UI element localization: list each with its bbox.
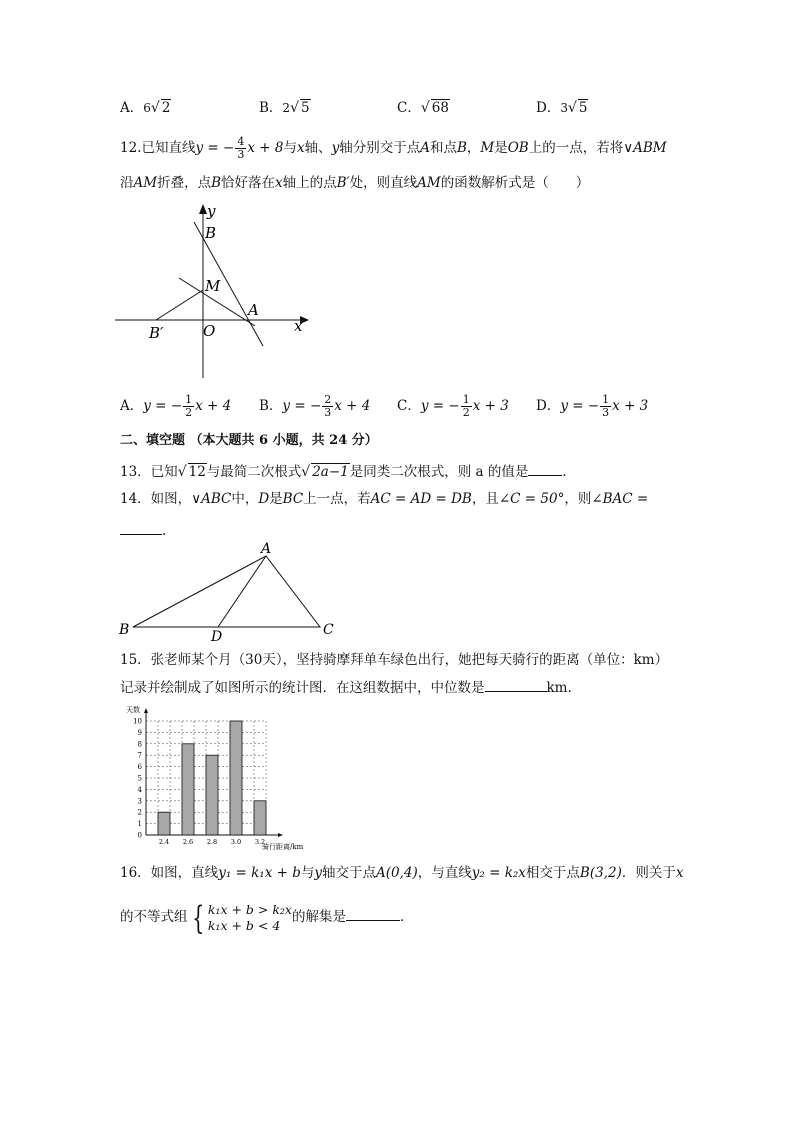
q14-line2	[120, 520, 176, 541]
label-Bprime: B′	[149, 324, 164, 342]
q16-text: ．	[399, 909, 414, 925]
fraction-denominator: 3	[324, 406, 332, 419]
label-O: O	[203, 322, 216, 340]
y-arrow-icon	[199, 204, 207, 214]
q16-text: 相交于点	[525, 865, 580, 881]
q11-option-d[interactable]	[536, 98, 588, 118]
y-tick-label: 10	[133, 717, 142, 726]
label-B: B	[205, 224, 217, 242]
label-x: x	[294, 317, 303, 335]
point-B-prime: B′	[336, 175, 350, 191]
y-tick-label: 0	[137, 831, 142, 840]
x-tick-label: 3.2	[254, 838, 266, 846]
q16-text: 16．如图，直线	[120, 865, 219, 881]
point-A: A	[420, 140, 430, 156]
q13-text: 与最简二次根式	[206, 464, 302, 480]
triangle-ABC: ∨ABC	[191, 491, 232, 507]
brace-icon: {	[191, 898, 204, 937]
x-tick-label: 2.4	[158, 838, 170, 846]
section-heading: 二、填空题 （本大题共 6 小题，共 24 分）	[120, 433, 378, 448]
q12-text: ，	[466, 140, 481, 156]
q15-text: 记录并绘制成了如图所示的统计图．在这组数据中，中位数是	[120, 680, 485, 696]
segment-BC: BC	[282, 491, 304, 507]
option-lhs: y = −	[282, 398, 322, 414]
q12-number: 12.	[120, 140, 142, 156]
q14-answer-blank[interactable]	[120, 520, 162, 535]
option-fraction	[322, 394, 333, 419]
y-tick-label: 4	[137, 785, 142, 794]
q15-text: km.	[546, 680, 572, 696]
q12-text: 是	[494, 140, 508, 156]
var-y: y	[331, 140, 340, 156]
q16-text: 的不等式组	[120, 909, 188, 925]
q11-option-a[interactable]	[120, 98, 171, 118]
q14-equation: AC = AD = DB	[370, 491, 472, 507]
radicand: 68	[431, 100, 449, 116]
fraction-numerator: 1	[185, 393, 193, 406]
fraction-denominator: 3	[237, 148, 245, 161]
angle-BAC: ∠BAC =	[591, 491, 649, 507]
y-tick-label: 8	[137, 740, 142, 749]
angle-C: ∠C = 50°	[498, 491, 565, 507]
q12-text: 轴、	[304, 140, 332, 156]
y-tick-label: 5	[137, 774, 142, 783]
q14-text: 中，	[231, 491, 259, 507]
q12-line1	[120, 136, 667, 161]
q14-line1	[120, 489, 648, 509]
option-fraction	[183, 394, 194, 419]
q15-line2	[120, 677, 572, 698]
q16-line-y2: y₂ = k₂x	[471, 865, 526, 881]
segment-AM: AM	[133, 175, 158, 191]
q12-figure	[115, 198, 315, 380]
option-label: B．	[259, 398, 283, 414]
option-coef: 3	[560, 101, 568, 115]
point-D: D	[258, 491, 270, 507]
option-rhs: x + 4	[195, 398, 232, 414]
radical-icon: √	[420, 100, 430, 116]
q12-text: 与	[283, 140, 297, 156]
q12-text: 折叠，点	[157, 175, 212, 191]
fraction-numerator: 1	[462, 393, 470, 406]
q12-text: 沿	[120, 175, 134, 191]
q12-text: 轴上的点	[282, 175, 337, 191]
q16-text: ，与直线	[417, 865, 472, 881]
var-x: x	[675, 865, 684, 881]
label-A: A	[248, 301, 259, 319]
fraction-numerator: 1	[602, 393, 610, 406]
fraction-denominator: 2	[185, 406, 193, 419]
option-rhs: x + 3	[472, 398, 509, 414]
x-tick-label: 3.0	[230, 838, 242, 846]
point-B: B	[211, 175, 221, 191]
q12-option-a[interactable]	[120, 394, 231, 419]
x-tick-label: 2.8	[206, 838, 218, 846]
q16-line2	[120, 896, 413, 937]
label-C: C	[323, 622, 334, 638]
q12-text: 和点	[429, 140, 457, 156]
q14-text: 是	[269, 491, 283, 507]
fraction-denominator: 2	[462, 406, 470, 419]
q13-line	[120, 461, 576, 482]
triangle-ABM: ∨ABM	[623, 140, 667, 156]
q16-line-y1: y₁ = k₁x + b	[218, 865, 301, 881]
inequality-1: k₁x + b > k₂x	[207, 901, 292, 917]
label-y: y	[207, 202, 216, 220]
q14-text: ．	[162, 523, 176, 539]
q13-text: 13．已知	[120, 464, 178, 480]
option-coef: 6	[143, 101, 151, 115]
q11-option-c[interactable]	[397, 98, 450, 118]
option-coef: 2	[282, 101, 291, 115]
q12-text: 的函数解析式是（ ）	[440, 175, 590, 191]
radical-icon: √	[177, 464, 187, 480]
q16-answer-blank[interactable]	[346, 896, 400, 921]
q12-text: 已知直线	[141, 140, 196, 156]
q12-func-rhs: x + 8	[247, 140, 284, 156]
q12-option-c[interactable]	[397, 394, 509, 419]
radicand: 2	[161, 100, 171, 116]
option-label: C．	[397, 398, 421, 414]
option-label: D．	[536, 100, 561, 116]
y-tick-label: 1	[137, 820, 142, 829]
point-B: B(3,2)	[579, 865, 622, 881]
y-tick-label: 7	[137, 751, 142, 760]
q14-text: ，则	[564, 491, 592, 507]
q12-text: 轴分别交于点	[339, 140, 421, 156]
q12-fraction	[235, 136, 246, 161]
var-y: y	[314, 865, 323, 881]
q12-option-d[interactable]	[536, 394, 648, 419]
option-lhs: y = −	[420, 398, 460, 414]
bar-2.6	[182, 744, 194, 835]
bar-2.8	[206, 755, 218, 835]
inequality-2: k₁x + b < 4	[207, 917, 281, 933]
q11-option-b[interactable]	[259, 98, 311, 118]
q12-line2	[120, 173, 589, 193]
q16-text: 的解集是	[291, 909, 346, 925]
x-arrow-icon	[278, 833, 283, 837]
q12-text: 处，则直线	[349, 175, 418, 191]
q13-answer-blank[interactable]	[528, 461, 562, 476]
option-label: C．	[397, 100, 421, 116]
segment-AM: AM	[417, 175, 441, 191]
y-tick-label: 2	[137, 808, 142, 817]
segment-OB: OB	[507, 140, 529, 156]
bar-2.4	[158, 812, 170, 835]
x-axis-label: 骑行距离/km	[262, 843, 304, 851]
option-label: A．	[120, 100, 144, 116]
label-A: A	[261, 541, 272, 557]
fraction-numerator: 4	[237, 135, 245, 148]
option-fraction	[461, 394, 472, 419]
q12-func-lhs: y = −	[195, 140, 235, 156]
radical-icon: √	[567, 100, 577, 116]
y-axis-label: 天数	[126, 706, 140, 714]
triangle-ABC-shape	[133, 556, 320, 627]
option-label: A．	[120, 398, 144, 414]
q14-text: 14．如图，	[120, 491, 192, 507]
q14-text: 上一点，若	[303, 491, 371, 507]
option-label: B．	[259, 100, 283, 116]
y-arrow-icon	[144, 708, 148, 713]
label-M: M	[205, 277, 221, 295]
q15-answer-blank[interactable]	[485, 677, 547, 692]
y-tick-label: 3	[137, 797, 142, 806]
q15-line1: 15．张老师某个月（30天），坚持骑摩拜单车绿色出行，她把每天骑行的距离（单位：km）	[120, 652, 669, 668]
bar-3.2	[254, 801, 266, 835]
inequality-system	[208, 902, 292, 934]
q12-text: 上的一点，若将	[528, 140, 624, 156]
y-tick-label: 6	[137, 763, 142, 772]
point-M: M	[480, 140, 495, 156]
fraction-numerator: 2	[324, 393, 332, 406]
radical-icon: √	[301, 464, 311, 480]
q16-line1	[120, 863, 683, 883]
option-lhs: y = −	[143, 398, 183, 414]
option-lhs: y = −	[560, 398, 600, 414]
var-x: x	[275, 175, 283, 191]
q16-text: 与	[300, 865, 315, 881]
radicand: 2a−1	[312, 464, 349, 480]
segment-BpM	[156, 290, 203, 320]
q14-text: ，且	[471, 491, 499, 507]
option-fraction	[600, 394, 611, 419]
fraction-denominator: 3	[602, 406, 610, 419]
radical-icon: √	[290, 100, 299, 116]
y-tick-label: 9	[137, 728, 142, 737]
var-x: x	[296, 140, 305, 156]
point-B: B	[456, 140, 467, 156]
bar-3.0	[230, 721, 242, 835]
radicand: 5	[578, 100, 588, 116]
x-tick-label: 2.6	[182, 838, 194, 846]
q15-bar-chart	[118, 703, 308, 853]
q14-figure	[115, 540, 345, 646]
label-B: B	[119, 622, 130, 638]
point-A: A(0,4)	[376, 865, 418, 881]
q16-text: 轴交于点	[322, 865, 377, 881]
segment-AD	[218, 556, 266, 627]
q13-text: 是同类二次根式，则 a 的值是	[349, 464, 529, 480]
radical-icon: √	[150, 100, 160, 116]
q13-text: ．	[562, 464, 576, 480]
option-label: D．	[536, 398, 561, 414]
option-rhs: x + 4	[334, 398, 371, 414]
radicand: 5	[300, 100, 310, 116]
q16-text: ．则关于	[621, 865, 676, 881]
q12-option-b[interactable]	[259, 394, 370, 419]
label-D: D	[211, 629, 223, 645]
option-rhs: x + 3	[612, 398, 649, 414]
q12-text: 恰好落在	[221, 175, 275, 191]
radicand: 12	[188, 464, 206, 480]
